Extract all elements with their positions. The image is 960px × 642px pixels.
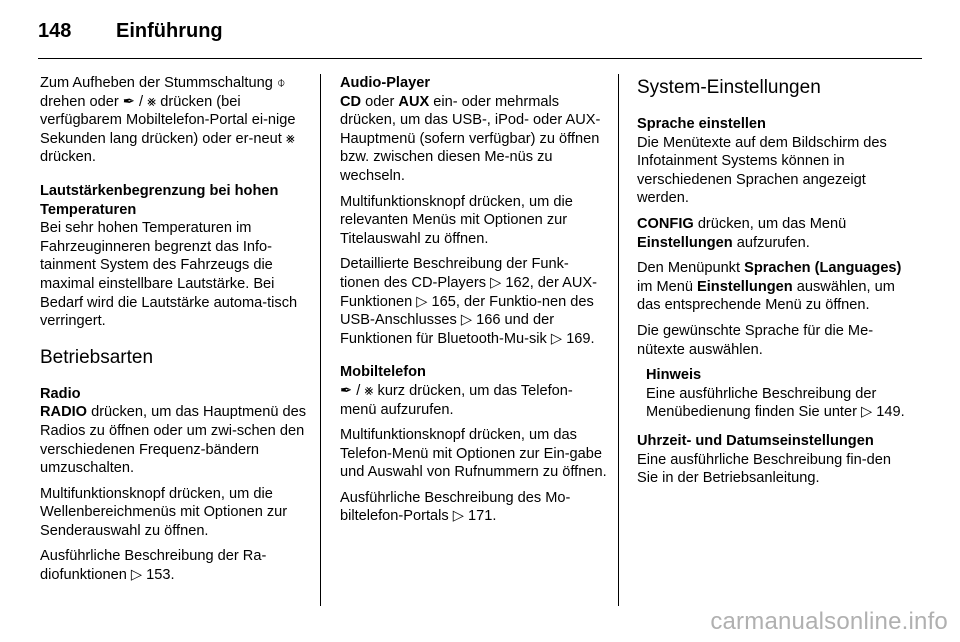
page-ref-icon: ▷	[460, 312, 473, 329]
phone-off-icon: ⨳	[285, 130, 295, 147]
aux-button-label: AUX	[398, 93, 430, 110]
page-ref-icon: ▷	[490, 274, 502, 291]
phone-off-icon: ⨳	[147, 93, 157, 110]
settings-menu-label: Einstellungen	[697, 278, 793, 295]
settings-menu-label: Einstellungen	[637, 234, 733, 251]
phone-paragraph-2: Multifunktionsknopf drücken, um das Telefon-Menü mit Optionen zur Ein-gabe und Auswahl von Rufnummern zu öffnen.	[340, 427, 607, 481]
column-3	[637, 76, 905, 495]
radio-paragraph-1: RADIO drücken, um das Hauptmenü des Radios zu öffnen oder um zwi-schen den verschiedenen Frequenz-bändern umzuschalten.	[40, 404, 307, 477]
audio-heading: Audio-Player	[340, 75, 431, 91]
radio-button-label: RADIO	[40, 404, 88, 421]
column-divider-2	[618, 74, 619, 606]
languages-menu-item: Sprachen (Languages)	[744, 260, 902, 277]
mute-paragraph: Zum Aufheben der Stummschaltung ⌽ drehen oder ✒ / ⨳ drücken (bei verfügbarem Mobiltelefon-Portal ei-nige Sekunden lang drücken) oder er-neut ⨳ drücken.	[40, 75, 296, 166]
page-ref-icon: ▷	[416, 293, 428, 310]
phone-paragraph-3: Ausführliche Beschreibung des Mo-biltelefon-Portals ▷ 171.	[340, 489, 571, 525]
audio-paragraph-3: Detaillierte Beschreibung der Funk-tionen des CD-Players ▷ 162, der AUX-Funktionen ▷ 165, der Funktio-nen des USB-Anschlusses ▷ 166 und der Funktionen für Bluetooth-Mu-sik ▷ 169.	[340, 256, 598, 347]
watermark: carmanualsonline.info	[710, 608, 948, 635]
page-title: Einführung	[116, 20, 223, 42]
note-text: Eine ausführliche Beschreibung der Menübedienung finden Sie unter ▷ 149.	[646, 385, 905, 421]
page-ref-icon: ▷	[550, 330, 563, 347]
language-paragraph-4: Die gewünschte Sprache für die Me-nütexte auswählen.	[637, 322, 874, 358]
page-header	[38, 18, 223, 44]
phone-icon: ✒	[340, 382, 353, 399]
note-heading: Hinweis	[646, 367, 702, 384]
radio-paragraph-3: Ausführliche Beschreibung der Ra-diofunktionen ▷ 153.	[40, 548, 267, 584]
page-ref-icon: ▷	[861, 404, 873, 421]
header-rule	[38, 58, 922, 59]
language-heading: Sprache einstellen	[637, 116, 766, 132]
time-heading: Uhrzeit- und Datumseinstellungen	[637, 432, 874, 449]
power-icon: ⌽	[276, 75, 286, 91]
phone-heading: Mobiltelefon	[340, 364, 426, 381]
column-2	[340, 74, 608, 533]
radio-heading: Radio	[40, 385, 81, 402]
page-number: 148	[38, 20, 72, 42]
cd-button-label: CD	[340, 93, 362, 110]
page-ref-icon: ▷	[452, 508, 464, 525]
audio-paragraph-2: Multifunktionsknopf drücken, um die relevanten Menüs mit Optionen zur Titelauswahl zu öffnen.	[340, 193, 573, 247]
audio-paragraph-1: CD oder AUX ein- oder mehrmals drücken, um das USB-, iPod- oder AUX-Hauptmenü (sofern verfügbar) zu öffnen bzw. zwischen diesen Me-nüs zu wechseln.	[340, 93, 601, 184]
modes-heading: Betriebsarten	[40, 346, 154, 368]
note-box	[646, 366, 905, 422]
system-heading: System-Einstellungen	[637, 77, 821, 98]
column-divider-1	[320, 74, 321, 606]
time-text: Eine ausführliche Beschreibung fin-den Sie in der Betriebsanleitung.	[637, 451, 891, 487]
language-paragraph-2: CONFIG drücken, um das Menü Einstellungen aufzurufen.	[637, 215, 847, 251]
phone-icon: ✒	[122, 93, 135, 110]
config-button-label: CONFIG	[637, 215, 694, 232]
heat-heading: Lautstärkenbegrenzung bei hohen Temperaturen	[40, 182, 279, 218]
language-paragraph-1: Die Menütexte auf dem Bildschirm des Infotainment Systems können in verschiedenen Sprachen angezeigt werden.	[637, 134, 887, 207]
radio-paragraph-2: Multifunktionsknopf drücken, um die Wellenbereichmenüs mit Optionen zur Senderauswahl zu öffnen.	[40, 485, 288, 539]
heat-text: Bei sehr hohen Temperaturen im Fahrzeuginneren begrenzt das Info-tainment System des Fahrzeugs die maximal einstellbare Lautstärke. Bei Bedarf wird die Lautstärke automa-tisch verringert.	[40, 220, 298, 330]
language-paragraph-3: Den Menüpunkt Sprachen (Languages) im Menü Einstellungen auswählen, um das entsprechende Menü zu öffnen.	[637, 260, 902, 314]
phone-paragraph-1: ✒ / ⨳ kurz drücken, um das Telefon-menü aufzurufen.	[340, 382, 573, 418]
phone-off-icon: ⨳	[364, 382, 374, 399]
page-ref-icon: ▷	[130, 567, 143, 584]
column-1	[40, 74, 308, 592]
